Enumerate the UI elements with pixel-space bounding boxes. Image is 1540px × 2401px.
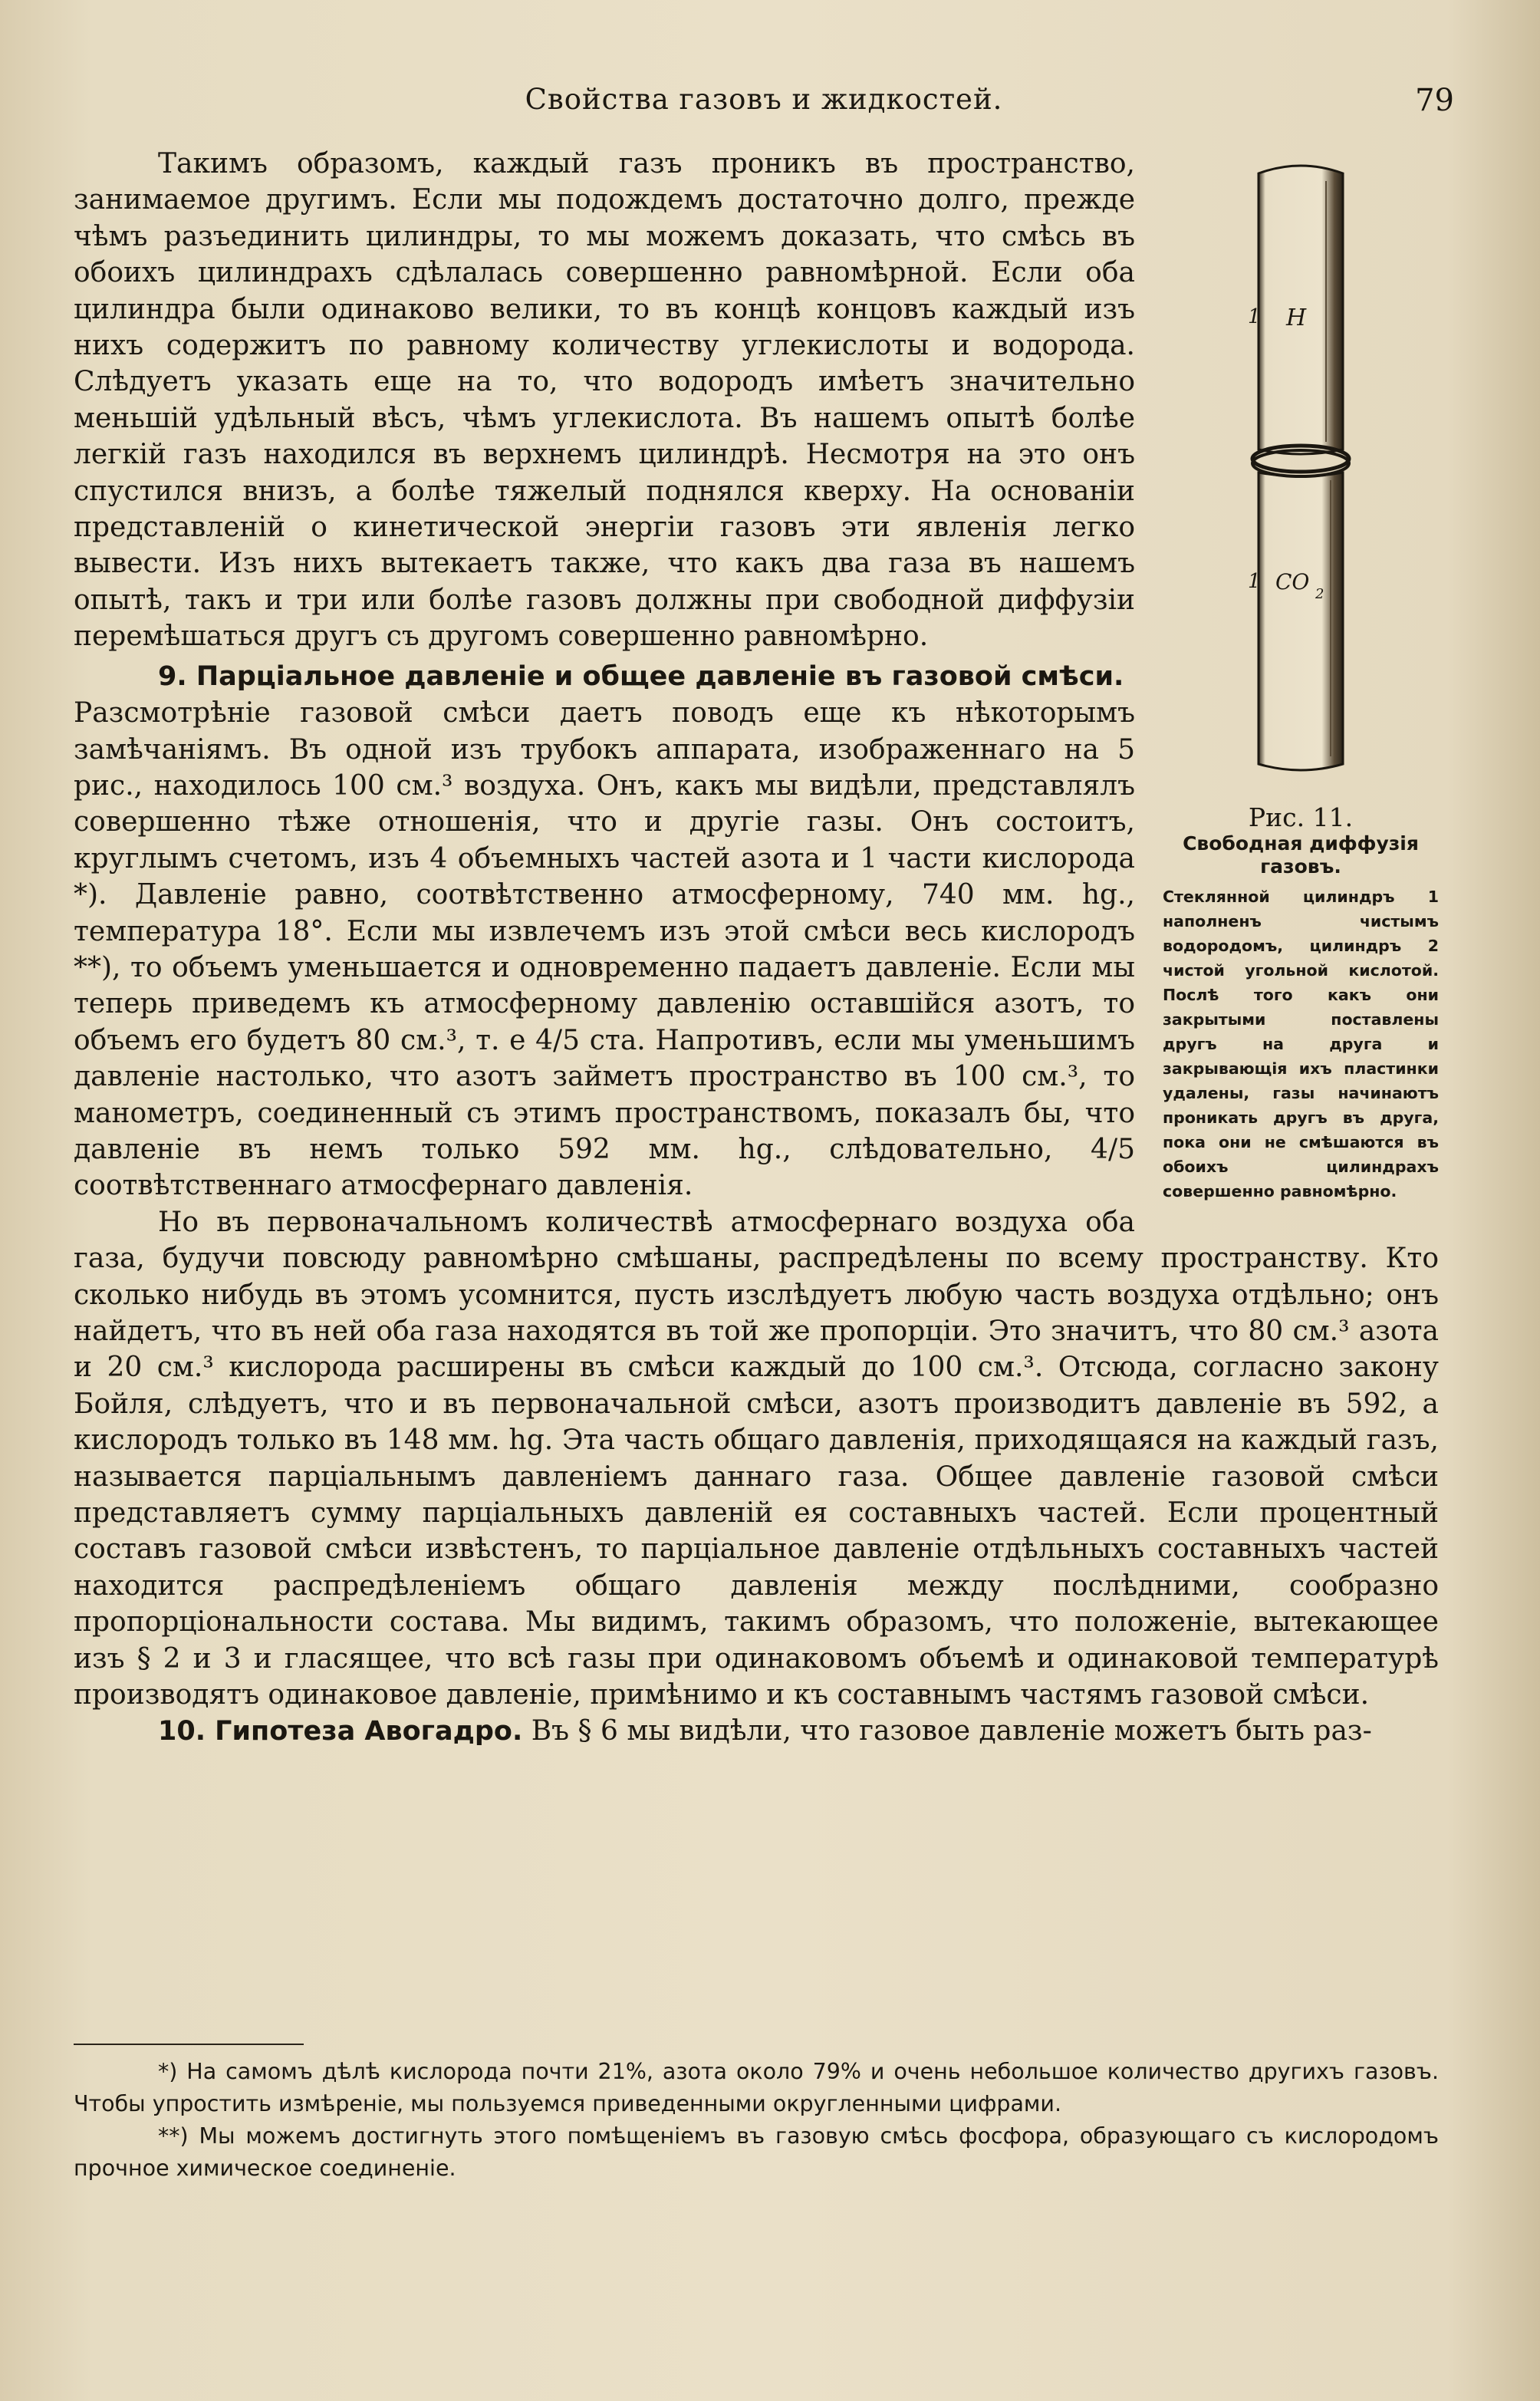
- footnote-rule: [74, 2044, 304, 2045]
- label-hydrogen: H: [1286, 305, 1307, 331]
- figure-caption: Стеклянной цилиндръ 1 наполненъ чистымъ водородомъ, цилиндръ 2 чистой угольной кислотой. Послѣ того какъ они закрытыми поставлены другъ на друга и закрывающія ихъ пластинки удалены, газы начинаютъ проникать другъ въ друга, пока они не смѣшаются въ обоихъ цилиндрахъ совершенно равномѣрно.: [1163, 888, 1439, 1200]
- footnote-1: *) На самомъ дѣлѣ кислорода почти 21%, азота около 79% и очень небольшое количество другихъ газовъ. Чтобы упростить измѣреніе, мы пользуемся приведенными округленными цифрами.: [74, 2059, 1439, 2116]
- section-9-title: 9. Парціальное давленіе и общее давленіе въ газовой смѣси.: [158, 660, 1124, 692]
- section-10-title: 10. Гипотеза Авогадро.: [158, 1716, 523, 1747]
- page-header: [74, 83, 1454, 129]
- paragraph-4: [74, 1713, 1439, 1750]
- paragraph-3: Но въ первоначальномъ количествѣ атмосфернаго воздуха оба газа, будучи повсюду равномѣрно смѣшаны, распредѣлены по всему пространству. Кто сколько нибудь въ этомъ усомнится, пусть изслѣдуетъ любую часть воздуха отдѣльно; онъ найдетъ, что въ ней оба газа находятся въ той же пропорціи. Это значитъ, что 80 см.³ азота и 20 см.³ кислорода расширены въ смѣси каждый до 100 см.³. Отсюда, согласно закону Бойля, слѣдуетъ, что и въ первоначальной смѣси, азотъ производитъ давленіе въ 592, а кислородъ только въ 148 мм. hg. Эта часть общаго давленія, приходящаяся на каждый газъ, называется парціальнымъ давленіемъ даннаго газа. Общее давленіе газовой смѣси представляетъ сумму парціальныхъ давленій ея составныхъ частей. Если процентный составъ газовой смѣси извѣстенъ, то парціальное давленіе отдѣльныхъ составныхъ частей находится распредѣленіемъ общаго давленія между послѣдними, сообразно пропорціональности состава. Мы видимъ, такимъ образомъ, что положеніе, вытекающее изъ § 2 и 3 и гласящее, что всѣ газы при одинаковомъ объемѣ и одинаковой температурѣ производятъ одинаковое давленіе, примѣнимо и къ составнымъ частямъ газовой смѣси.: [74, 1206, 1439, 1711]
- paragraph-2: Разсмотрѣніе газовой смѣси даетъ поводъ еще къ нѣкоторымъ замѣчаніямъ. Въ одной изъ трубокъ аппарата, изображеннаго на 5 рис., находилось 100 см.³ воздуха. Онъ, какъ мы видѣли, представлялъ совершенно тѣже отношенія, что и другіе газы. Онъ состоитъ, круглымъ счетомъ, изъ 4 объемныхъ частей азота и 1 части кислорода *). Давленіе равно, соотвѣтственно атмосферному, 740 мм. hg., температура 18°. Если мы извлечемъ изъ этой смѣси весь кислородъ **), то объемъ уменьшается и одновременно падаетъ давленіе. Если мы теперь приведемъ къ атмосферному давленію оставшійся азотъ, то объемъ его будетъ 80 см.³, т. е 4/5 ста. Напротивъ, если мы уменьшимъ давленіе настолько, что азотъ займетъ пространство въ 100 см.³, то манометръ, соединенный съ этимъ пространствомъ, показалъ бы, что давленіе въ немъ только 592 мм. hg., слѣдовательно, 4/5 соотвѣтственнаго атмосфернаго давленія.: [74, 697, 1135, 1202]
- label-co2: CO: [1275, 569, 1310, 594]
- diffusion-cylinders-illustration: [1228, 158, 1374, 779]
- label-co2-subscript: 2: [1315, 586, 1324, 602]
- footnote-2: **) Мы можемъ достигнуть этого помѣщеніемъ въ газовую смѣсь фосфора, образующаго съ кислородомъ прочное химическое соединеніе.: [74, 2123, 1439, 2181]
- page-number: 79: [1415, 83, 1454, 118]
- running-title: Свойства газовъ и жидкостей.: [525, 83, 1003, 116]
- footnotes: [74, 2056, 1439, 2185]
- figure-title: Свободная диффузія газовъ.: [1183, 832, 1419, 878]
- main-text: [74, 146, 1439, 1751]
- label-cylinder-2: 1: [1248, 570, 1261, 593]
- figure-number: Рис. 11.: [1248, 802, 1354, 832]
- figure-11: [1163, 158, 1439, 1204]
- paragraph-1: Такимъ образомъ, каждый газъ проникъ въ пространство, занимаемое другимъ. Если мы подождемъ достаточно долго, прежде чѣмъ разъединить цилиндры, то мы можемъ доказать, что смѣсь въ обоихъ цилиндрахъ сдѣлалась совершенно равномѣрной. Если оба цилиндра были одинаково велики, то въ концѣ концовъ каждый изъ нихъ содержитъ по равному количеству углекислоты и водорода. Слѣдуетъ указать еще на то, что водородъ имѣетъ значительно меньшій удѣльный вѣсъ, чѣмъ углекислота. Въ нашемъ опытѣ болѣе легкій газъ находился въ верхнемъ цилиндрѣ. Несмотря на это онъ спустился внизъ, а болѣе тяжелый поднялся кверху. На основаніи представленій о кинетической энергіи газовъ эти явленія легко вывести. Изъ нихъ вытекаетъ также, что какъ два газа въ нашемъ опытѣ, такъ и три или болѣе газовъ должны при свободной диффузіи перемѣшаться другъ съ другомъ совершенно равномѣрно.: [74, 148, 1135, 653]
- paragraph-4-text: Въ § 6 мы видѣли, что газовое давленіе можетъ быть раз-: [531, 1715, 1372, 1747]
- label-cylinder-1: 1: [1248, 305, 1261, 328]
